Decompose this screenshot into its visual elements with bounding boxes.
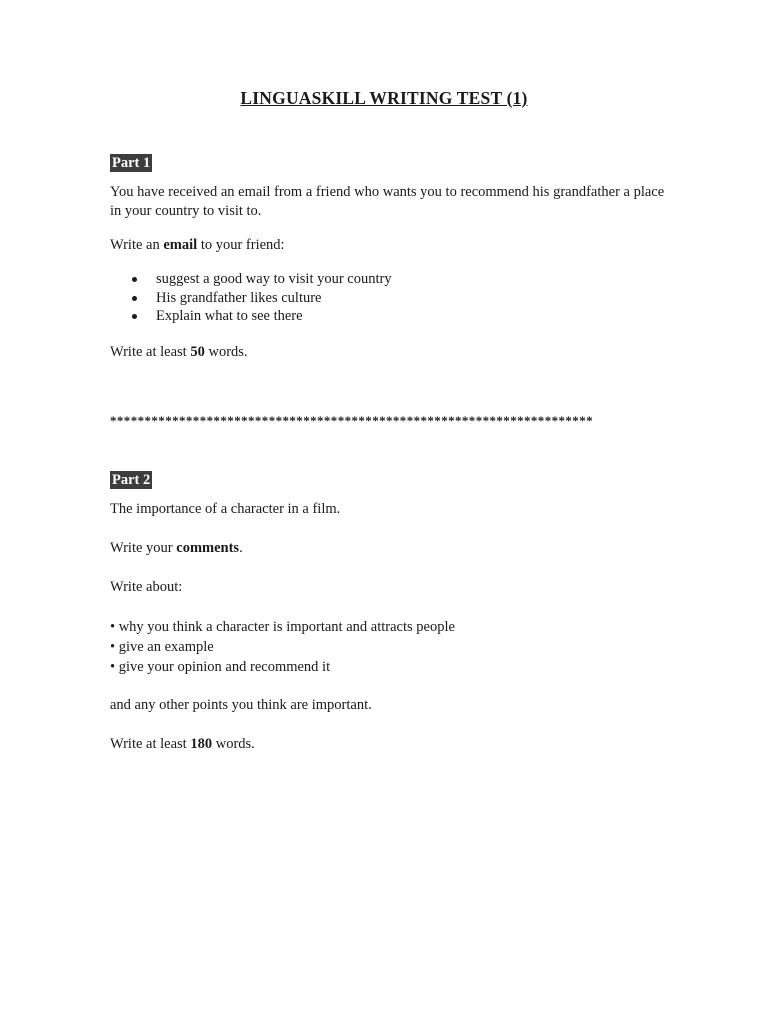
separator-line: ********************************************************************** <box>110 413 593 428</box>
list-item: • give your opinion and recommend it <box>110 659 331 675</box>
part1-instruction-post: to your friend: <box>197 237 285 253</box>
part1-label: Part 1 <box>112 155 151 171</box>
part1-intro: You have received an email from a friend who wants you to recommend his grandfather a place in your country to visit to. <box>110 184 665 219</box>
part2-wordcount-number: 180 <box>190 736 213 752</box>
part1-instruction <box>110 236 670 255</box>
part1-instruction-pre: Write an <box>110 237 164 253</box>
part2-about: Write about: <box>110 579 183 595</box>
part1-instruction-bold: email <box>163 237 198 253</box>
list-item <box>110 289 392 308</box>
bullet-icon <box>132 277 137 282</box>
bullet-text: suggest a good way to visit your country <box>156 271 392 287</box>
part1-wordcount-number: 50 <box>190 344 205 360</box>
part1-bullet-list <box>110 270 392 326</box>
part2-instruction-bold: comments <box>176 540 240 556</box>
part2-wordcount <box>110 735 670 754</box>
part2-instruction <box>110 539 670 558</box>
document-title: LINGUASKILL WRITING TEST (1) <box>240 88 528 108</box>
part2-instruction-post: . <box>239 540 243 556</box>
list-item <box>110 307 392 326</box>
part2-wordcount-pre: Write at least <box>110 736 191 752</box>
part2-topic: The importance of a character in a film. <box>110 501 341 517</box>
bullet-icon <box>132 314 137 319</box>
part2-label: Part 2 <box>112 472 151 488</box>
part2-wordcount-post: words. <box>212 736 255 752</box>
part2-other-points: and any other points you think are important. <box>110 697 372 713</box>
part2-points-list <box>110 617 455 677</box>
list-item: • give an example <box>110 639 214 655</box>
bullet-text: Explain what to see there <box>156 308 303 324</box>
bullet-text: His grandfather likes culture <box>156 289 322 306</box>
list-item <box>110 270 392 289</box>
list-item: • why you think a character is important and attracts people <box>110 619 455 635</box>
part2-instruction-pre: Write your <box>110 540 177 556</box>
part1-wordcount-post: words. <box>204 344 248 360</box>
bullet-icon <box>132 296 137 301</box>
part1-wordcount-pre: Write at least <box>110 344 191 360</box>
part1-wordcount <box>110 343 670 362</box>
